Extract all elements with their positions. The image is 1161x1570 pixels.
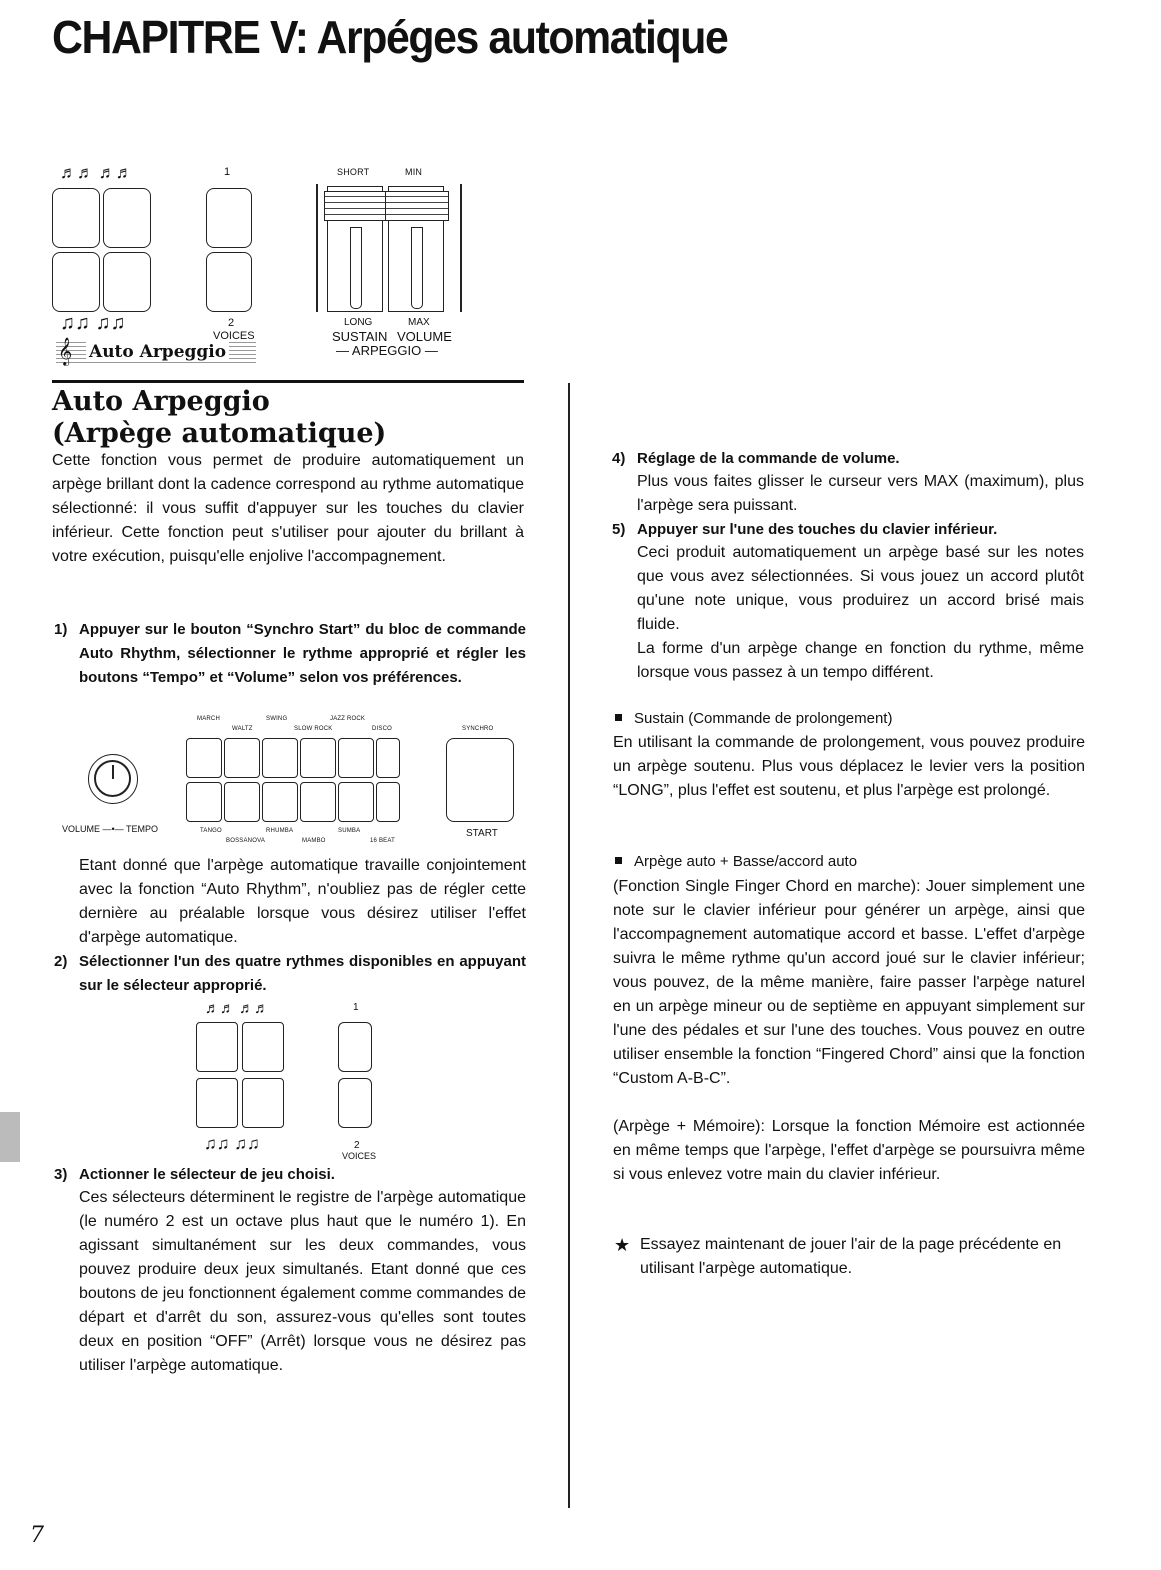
page-edge-tab	[0, 1112, 20, 1162]
rhythm-button	[262, 738, 298, 778]
volume-label: VOLUME	[397, 329, 452, 344]
arpeggio-label: — ARPEGGIO —	[336, 343, 438, 358]
column-divider	[568, 383, 570, 1508]
section-heading	[52, 386, 386, 450]
star-note: Essayez maintenant de jouer l'air de la page précédente en utilisant l'arpège automatique.	[640, 1236, 1062, 1277]
section-rule	[52, 380, 524, 383]
rhythm-label: SLOW ROCK	[294, 726, 333, 732]
panel-button	[242, 1078, 284, 1128]
rhythm-button	[300, 738, 336, 778]
auto-heading	[615, 850, 857, 874]
rhythm-notes-icon: ♫♫ ♫♫	[60, 312, 126, 334]
voice-button-1	[338, 1022, 372, 1072]
volume-slider	[388, 186, 444, 312]
chapter-title: CHAPITRE V: Arpéges automatique	[52, 11, 728, 63]
step1-body: Etant donné que l'arpège automatique travaille conjointement avec la fonction “Auto Rhythm”, n'oubliez pas de régler cette dernière au préalable lorsque vous désirez utiliser l'effet d'arpège automatique.	[79, 857, 526, 946]
rhythm-button	[224, 738, 260, 778]
sustain-slider-knob	[324, 191, 388, 221]
intro-paragraph: Cette fonction vous permet de produire automatiquement un arpège brillant dont la cadence correspond au rythme automatique sélectionné: il vous suffit d'appuyer sur les touches du clavier inférieur. Cette fonction peut s'utiliser pour ajouter du brillant à votre exécution, puisqu'elle enjolive l'accompagnement.	[52, 452, 524, 565]
step4-number: 4)	[612, 450, 626, 467]
step3-title: Actionner le sélecteur de jeu choisi.	[79, 1166, 335, 1183]
step5-body-2: La forme d'un arpège change en fonction du rythme, même lorsque vous passez à un tempo différent.	[637, 640, 1084, 681]
max-label: MAX	[408, 317, 430, 328]
panel-button	[52, 188, 100, 248]
sustain-heading-text: Sustain (Commande de prolongement)	[634, 710, 893, 727]
auto-arpeggio-logo	[56, 338, 256, 366]
panel-button	[196, 1022, 238, 1072]
bullet-icon	[615, 714, 622, 721]
rhythm-button	[224, 782, 260, 822]
step2-number: 2)	[54, 953, 68, 970]
rhythm-label: RHUMBA	[266, 828, 294, 834]
voice-2-label: 2	[354, 1140, 360, 1151]
rhythm-label: SUMBA	[338, 828, 361, 834]
page-number: 7	[30, 1523, 44, 1548]
voices-label: VOICES	[213, 330, 255, 342]
rhythm-button	[376, 782, 400, 822]
rhythm-notes-icon: ♫♫ ♫♫	[204, 1134, 260, 1153]
long-label: LONG	[344, 317, 373, 328]
short-label: SHORT	[337, 167, 370, 177]
step2-title: Sélectionner l'un des quatre rythmes disponibles en appuyant sur le sélecteur approprié.	[79, 953, 526, 994]
panel-button	[52, 252, 100, 312]
auto-body-2: (Arpège + Mémoire): Lorsque la fonction Mémoire est actionnée en même temps que l'arpège, l'effet d'arpège se poursuivra même si vous enlevez votre main du clavier inférieur.	[613, 1118, 1085, 1183]
step1-number: 1)	[54, 621, 68, 638]
rhythm-label: MAMBO	[302, 838, 326, 844]
step4-body: Plus vous faites glisser le curseur vers MAX (maximum), plus l'arpège sera puissant.	[637, 473, 1084, 514]
rhythm-button	[300, 782, 336, 822]
voice-button-2	[338, 1078, 372, 1128]
rhythm-button	[338, 738, 374, 778]
step3-body: Ces sélecteurs déterminent le registre de l'arpège automatique (le numéro 2 est un octave plus haut que le numéro 1). En agissant simultanément sur les deux commandes, vous pouvez produire deux jeux simultanés. Etant donné que ces boutons de jeu fonctionnent également comme commandes de départ et d'arrêt du son, assurez-vous qu'elles sont toutes deux en position “OFF” (Arrêt) lorsque vous ne désirez pas utiliser l'arpège automatique.	[79, 1189, 526, 1374]
voice-button-2	[206, 252, 252, 312]
synchro-start-button	[446, 738, 514, 822]
rhythm-label: DISCO	[372, 726, 393, 732]
star-icon: ★	[614, 1235, 631, 1255]
section-heading-line2: (Arpège automatique)	[52, 418, 387, 449]
volume-tempo-label: VOLUME —•— TEMPO	[62, 824, 158, 834]
voice-1-label: 1	[224, 166, 231, 178]
panel-button	[196, 1078, 238, 1128]
sustain-slider	[327, 186, 383, 312]
rhythm-label: MARCH	[197, 716, 220, 722]
voices-label: VOICES	[342, 1151, 377, 1161]
treble-clef-icon: 𝄞	[58, 338, 73, 365]
sustain-heading	[615, 707, 892, 731]
tempo-knob-icon	[88, 754, 138, 804]
rhythm-label: SWING	[266, 716, 288, 722]
sustain-body: En utilisant la commande de prolongement, vous pouvez produire un arpège soutenu. Plus vous déplacez le levier vers la position “LONG”, plus l'effet est soutenu, et plus l'arpège est prolongé.	[613, 734, 1085, 799]
voice-2-label: 2	[228, 317, 235, 329]
step5-title: Appuyer sur l'une des touches du clavier inférieur.	[637, 521, 998, 538]
rhythm-label: TANGO	[200, 828, 222, 834]
step3-number: 3)	[54, 1166, 68, 1183]
min-label: MIN	[405, 167, 423, 177]
rhythm-button	[338, 782, 374, 822]
voice-1-label: 1	[353, 1002, 359, 1013]
logo-text: Auto Arpeggio	[86, 342, 229, 362]
step4-title: Réglage de la commande de volume.	[637, 450, 900, 467]
step1-title: Appuyer sur le bouton “Synchro Start” du bloc de commande Auto Rhythm, sélectionner le rythme approprié et régler les boutons “Tempo” et “Volume” selon vos préférences.	[79, 621, 526, 686]
rhythm-button	[186, 738, 222, 778]
rhythm-label: JAZZ ROCK	[330, 716, 366, 722]
rhythm-label: BOSSANOVA	[226, 838, 266, 844]
panel-button	[103, 188, 151, 248]
rhythm-button	[262, 782, 298, 822]
rhythm-label: WALTZ	[232, 726, 253, 732]
auto-heading-text: Arpège auto + Basse/accord auto	[634, 853, 858, 870]
volume-slider-knob	[385, 191, 449, 221]
rhythm-label: 16 BEAT	[370, 838, 395, 844]
synchro-label: SYNCHRO	[462, 726, 494, 732]
panel-button	[242, 1022, 284, 1072]
step5-number: 5)	[612, 521, 626, 538]
step5-body: Ceci produit automatiquement un arpège basé sur les notes que vous avez sélectionnées. Si vous jouez un accord plutôt qu'une note unique, vous produirez un accord brisé mais fluide.	[637, 544, 1084, 633]
sustain-label: SUSTAIN	[332, 329, 388, 344]
rhythm-button	[376, 738, 400, 778]
rhythm-notes-icon: ♬♬ ♬♬	[60, 163, 133, 182]
rhythm-button	[186, 782, 222, 822]
start-label: START	[466, 828, 498, 839]
voice-button-1	[206, 188, 252, 248]
bullet-icon	[615, 857, 622, 864]
rhythm-notes-icon: ♬♬ ♬♬	[205, 1000, 270, 1017]
section-heading-line1: Auto Arpeggio	[52, 386, 270, 417]
panel-button	[103, 252, 151, 312]
auto-body-1: (Fonction Single Finger Chord en marche): Jouer simplement une note sur le clavier inférieur pour générer un arpège, ainsi que l'accompagnement automatique accord et basse. L'effet d'arpège suivra le même rythme qu'un accord joué sur le clavier inférieur; vous pouvez, de la même manière, faire passer l'arpège naturel en un arpège mineur ou de septième en appuyant simplement sur l'une des pédales et sur l'une des touches. Vous pouvez en outre utiliser ensemble la fonction “Fingered Chord” ainsi que la fonction “Custom A-B-C”.	[613, 878, 1085, 1087]
